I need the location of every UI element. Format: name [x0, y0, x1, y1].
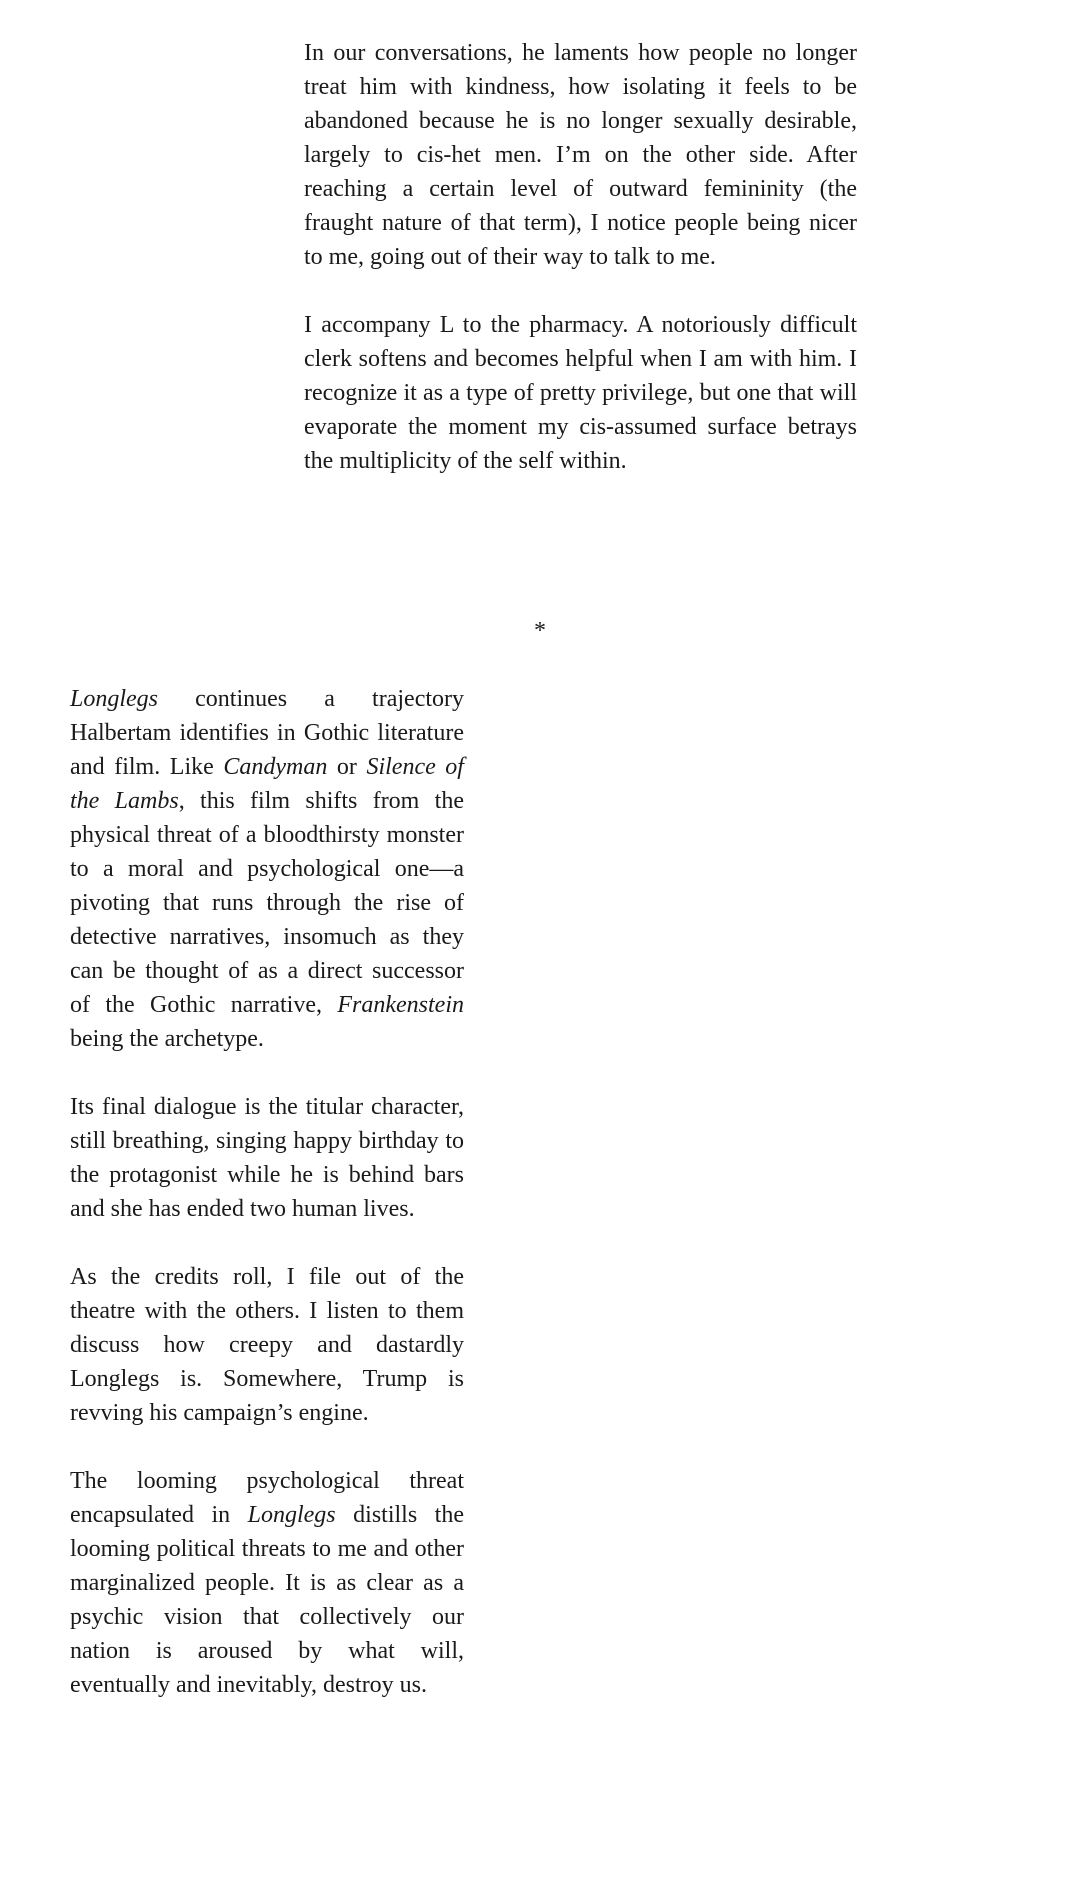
text-segment: distills the looming political threats to me and other marginalized people. It is as clear as a psychic vision that collectively our nation is aroused by what will, eventually and inevitably, destroy us.	[70, 1502, 464, 1698]
paragraph-conversations: In our conversations, he laments how people no longer treat him with kindness, how isolating it feels to be abandoned because he is no longer sexually desirable, largely to cis-het men. I’m on the other side. After reaching a certain level of outward femininity (the fraught nature of that term), I notice people being nicer to me, going out of their way to talk to me.	[304, 40, 857, 270]
text-segment: , this film shifts from the physical threat of a bloodthirsty monster to a moral and psychological one—a pivoting that runs through the rise of detective narratives, insomuch as they can be thought of as a direct successor of the Gothic narrative,	[70, 788, 465, 1018]
text-segment: or	[327, 754, 367, 780]
paragraph-longlegs-trajectory	[70, 682, 464, 1056]
text-segment: being the archetype.	[70, 1026, 264, 1052]
section-divider: *	[534, 618, 546, 644]
paragraph-looming-threat	[70, 1464, 464, 1702]
title-silence-of-the-lambs: Silence of the Lambs	[70, 754, 464, 814]
text-segment: The looming psychological threat encapsulated in	[70, 1468, 464, 1528]
paragraph-pharmacy: I accompany L to the pharmacy. A notoriously difficult clerk softens and becomes helpful when I am with him. I recognize it as a type of pretty privilege, but one that will evaporate the moment my cis-assumed surface betrays the multiplicity of the self within.	[304, 312, 857, 474]
paragraph-final-dialogue: Its final dialogue is the titular character, still breathing, singing happy birthday to the protagonist while he is behind bars and she has ended two human lives.	[70, 1094, 464, 1222]
title-frankenstein: Frankenstein	[337, 992, 464, 1018]
title-longlegs: Longlegs	[247, 1502, 336, 1528]
paragraph-credits-roll: As the credits roll, I file out of the theatre with the others. I listen to them discuss how creepy and dastardly Longlegs is. Somewhere, Trump is revving his campaign’s engine.	[70, 1264, 464, 1426]
left-text-column	[70, 682, 464, 1736]
text-segment: continues a trajectory Halbertam identifies in Gothic literature and film. Like	[70, 686, 464, 780]
title-candyman: Candyman	[223, 754, 328, 780]
title-longlegs: Longlegs	[70, 686, 159, 712]
right-text-column	[304, 36, 857, 512]
